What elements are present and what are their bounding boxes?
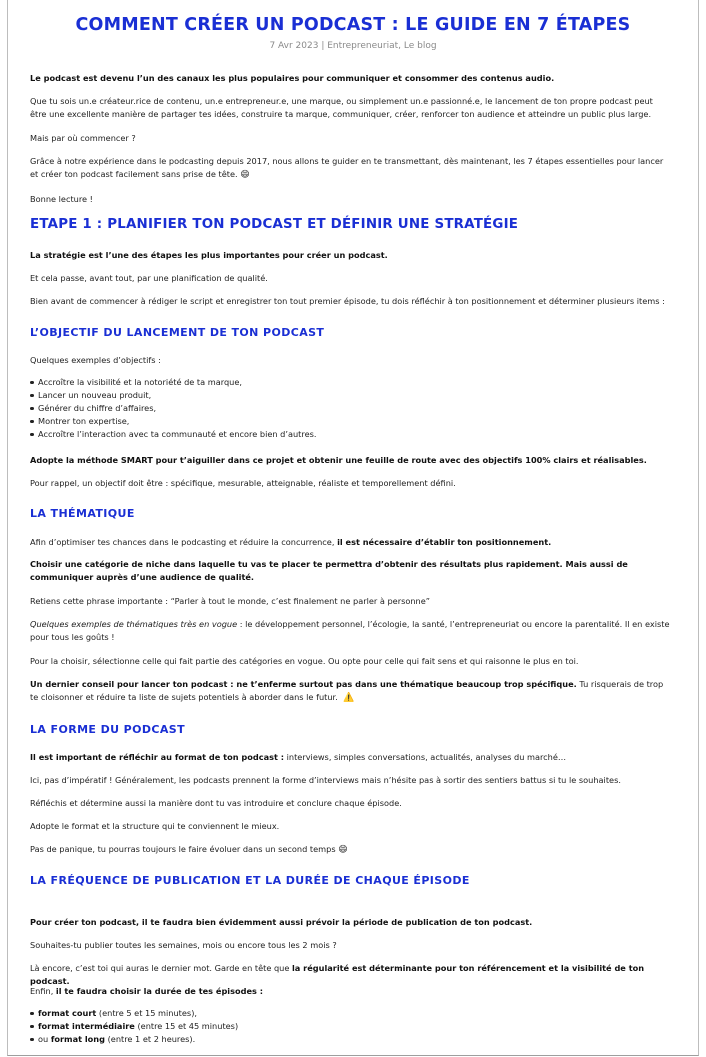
list-item: format court (entre 5 et 15 minutes), (38, 1007, 678, 1020)
list-item: Accroître l’interaction avec ta communauté et encore bien d’autres. (38, 428, 678, 441)
frequence-paragraph: Souhaites-tu publier toutes les semaines, mois ou encore tous les 2 mois ? (30, 940, 337, 950)
frequence-paragraph: Là encore, c’est toi qui auras le dernier mot. Garde en tête que la régularité est déterminante pour ton référencement et la visibilité de ton podcast. (30, 963, 645, 986)
etape1-lead: La stratégie est l’une des étapes les plus importantes pour créer un podcast. (30, 250, 388, 260)
thematique-tip: Un dernier conseil pour lancer ton podcast : ne t’enferme surtout pas dans une thématique beaucoup trop spécifique. Tu risquerais de trop te cloisonner et réduire ta liste de sujets potentiels à aborder dans le futur. ⚠️ (30, 679, 664, 703)
post-meta (0, 41, 706, 51)
forme-paragraph: Il est important de réfléchir au format de ton podcast : interviews, simples conversations, actualités, analyses du marché… (30, 752, 567, 762)
forme-paragraph: Réfléchis et détermine aussi la manière dont tu vas introduire et conclure chaque épisode. (30, 798, 402, 808)
etape1-paragraph: Bien avant de commencer à rédiger le script et enregistrer ton tout premier épisode, tu dois réfléchir à ton positionnement et déterminer plusieurs items : (30, 296, 665, 306)
category-link[interactable]: Le blog (403, 41, 437, 51)
list-item: Lancer un nouveau produit, (38, 389, 678, 402)
list-item: format intermédiaire (entre 15 et 45 minutes) (38, 1020, 678, 1033)
intro-paragraph: Que tu sois un.e créateur.rice de contenu, un.e entrepreneur.e, une marque, ou simplement un.e passionné.e, le lancement de ton propre podcast peut être une excellente manière de partager tes idées, construire ta marque, communiquer, créer, renforcer ton audience et atteindre un public plus large. (30, 96, 653, 119)
list-item: Générer du chiffre d’affaires, (38, 402, 678, 415)
subheading-thematique: LA THÉMATIQUE (30, 507, 135, 520)
smile-emoji-icon: 😄 (240, 170, 250, 180)
category-separator: , (398, 41, 404, 51)
thematique-paragraph: Choisir une catégorie de niche dans laquelle tu vas te placer te permettra d’obtenir des résultats plus rapidement. Mais aussi de communiquer auprès d’une audience de qualité. (30, 559, 628, 582)
meta-separator: | (318, 41, 328, 51)
thematique-quote: Retiens cette phrase importante : “Parler à tout le monde, c’est finalement ne parler à personne” (30, 596, 431, 606)
post-date: 7 Avr 2023 (269, 41, 319, 51)
thematique-paragraph: Pour la choisir, sélectionne celle qui fait partie des catégories en vogue. Ou opte pour celle qui fait sens et qui raisonne le plus en toi. (30, 656, 579, 666)
subheading-forme: LA FORME DU PODCAST (30, 723, 186, 736)
intro-closing: Bonne lecture ! (30, 194, 93, 204)
warning-emoji-icon: ⚠️ (342, 693, 355, 703)
subheading-objectif: L’OBJECTIF DU LANCEMENT DE TON PODCAST (30, 326, 325, 339)
forme-paragraph: Adopte le format et la structure qui te conviennent le mieux. (30, 821, 280, 831)
intro-paragraph: Grâce à notre expérience dans le podcasting depuis 2017, nous allons te guider en te transmettant, dès maintenant, les 7 étapes essentielles pour lancer et créer ton podcast facilement sans prise de tête. 😄 (30, 156, 664, 180)
intro-lead: Le podcast est devenu l’un des canaux les plus populaires pour communiquer et consommer des contenus audio. (30, 73, 555, 83)
smile-emoji-icon: 😄 (338, 845, 348, 855)
frequence-lead: Pour créer ton podcast, il te faudra bien évidemment aussi prévoir la période de publication de ton podcast. (30, 917, 533, 927)
list-item: ou format long (entre 1 et 2 heures). (38, 1033, 678, 1046)
forme-paragraph: Ici, pas d’impératif ! Généralement, les podcasts prennent la forme d’interviews mais n’hésite pas à sortir des sentiers battus si tu le souhaites. (30, 775, 621, 785)
objectif-intro: Quelques exemples d’objectifs : (30, 355, 161, 365)
duration-list (30, 1007, 678, 1046)
category-link[interactable]: Entrepreneuriat (327, 41, 399, 51)
thematique-paragraph: Quelques exemples de thématiques très en vogue : le développement personnel, l’écologie, la santé, l’entrepreneuriat ou encore la parentalité. Il en existe pour tous les goûts ! (30, 619, 670, 642)
objectif-list (30, 376, 678, 441)
list-item: Montrer ton expertise, (38, 415, 678, 428)
smart-reminder: Pour rappel, un objectif doit être : spécifique, mesurable, atteignable, réaliste et temporellement défini. (30, 478, 456, 488)
subheading-frequence: LA FRÉQUENCE DE PUBLICATION ET LA DURÉE DE CHAQUE ÉPISODE (30, 874, 470, 887)
smart-tip: Adopte la méthode SMART pour t’aiguiller dans ce projet et obtenir une feuille de route avec des objectifs 100% clairs et réalisables. (30, 455, 647, 465)
thematique-paragraph: Afin d’optimiser tes chances dans le podcasting et réduire la concurrence, il est nécessaire d’établir ton positionnement. (30, 537, 552, 547)
etape1-paragraph: Et cela passe, avant tout, par une planification de qualité. (30, 273, 268, 283)
section-heading-etape1: ETAPE 1 : PLANIFIER TON PODCAST ET DÉFINIR UNE STRATÉGIE (30, 217, 519, 232)
intro-question: Mais par où commencer ? (30, 133, 136, 143)
page-title: COMMENT CRÉER UN PODCAST : LE GUIDE EN 7 ÉTAPES (75, 15, 631, 35)
list-item: Accroître la visibilité et la notoriété de ta marque, (38, 376, 678, 389)
forme-paragraph: Pas de panique, tu pourras toujours le faire évoluer dans un second temps 😄 (30, 844, 348, 855)
frequence-paragraph: Enfin, il te faudra choisir la durée de tes épisodes : (30, 986, 264, 996)
